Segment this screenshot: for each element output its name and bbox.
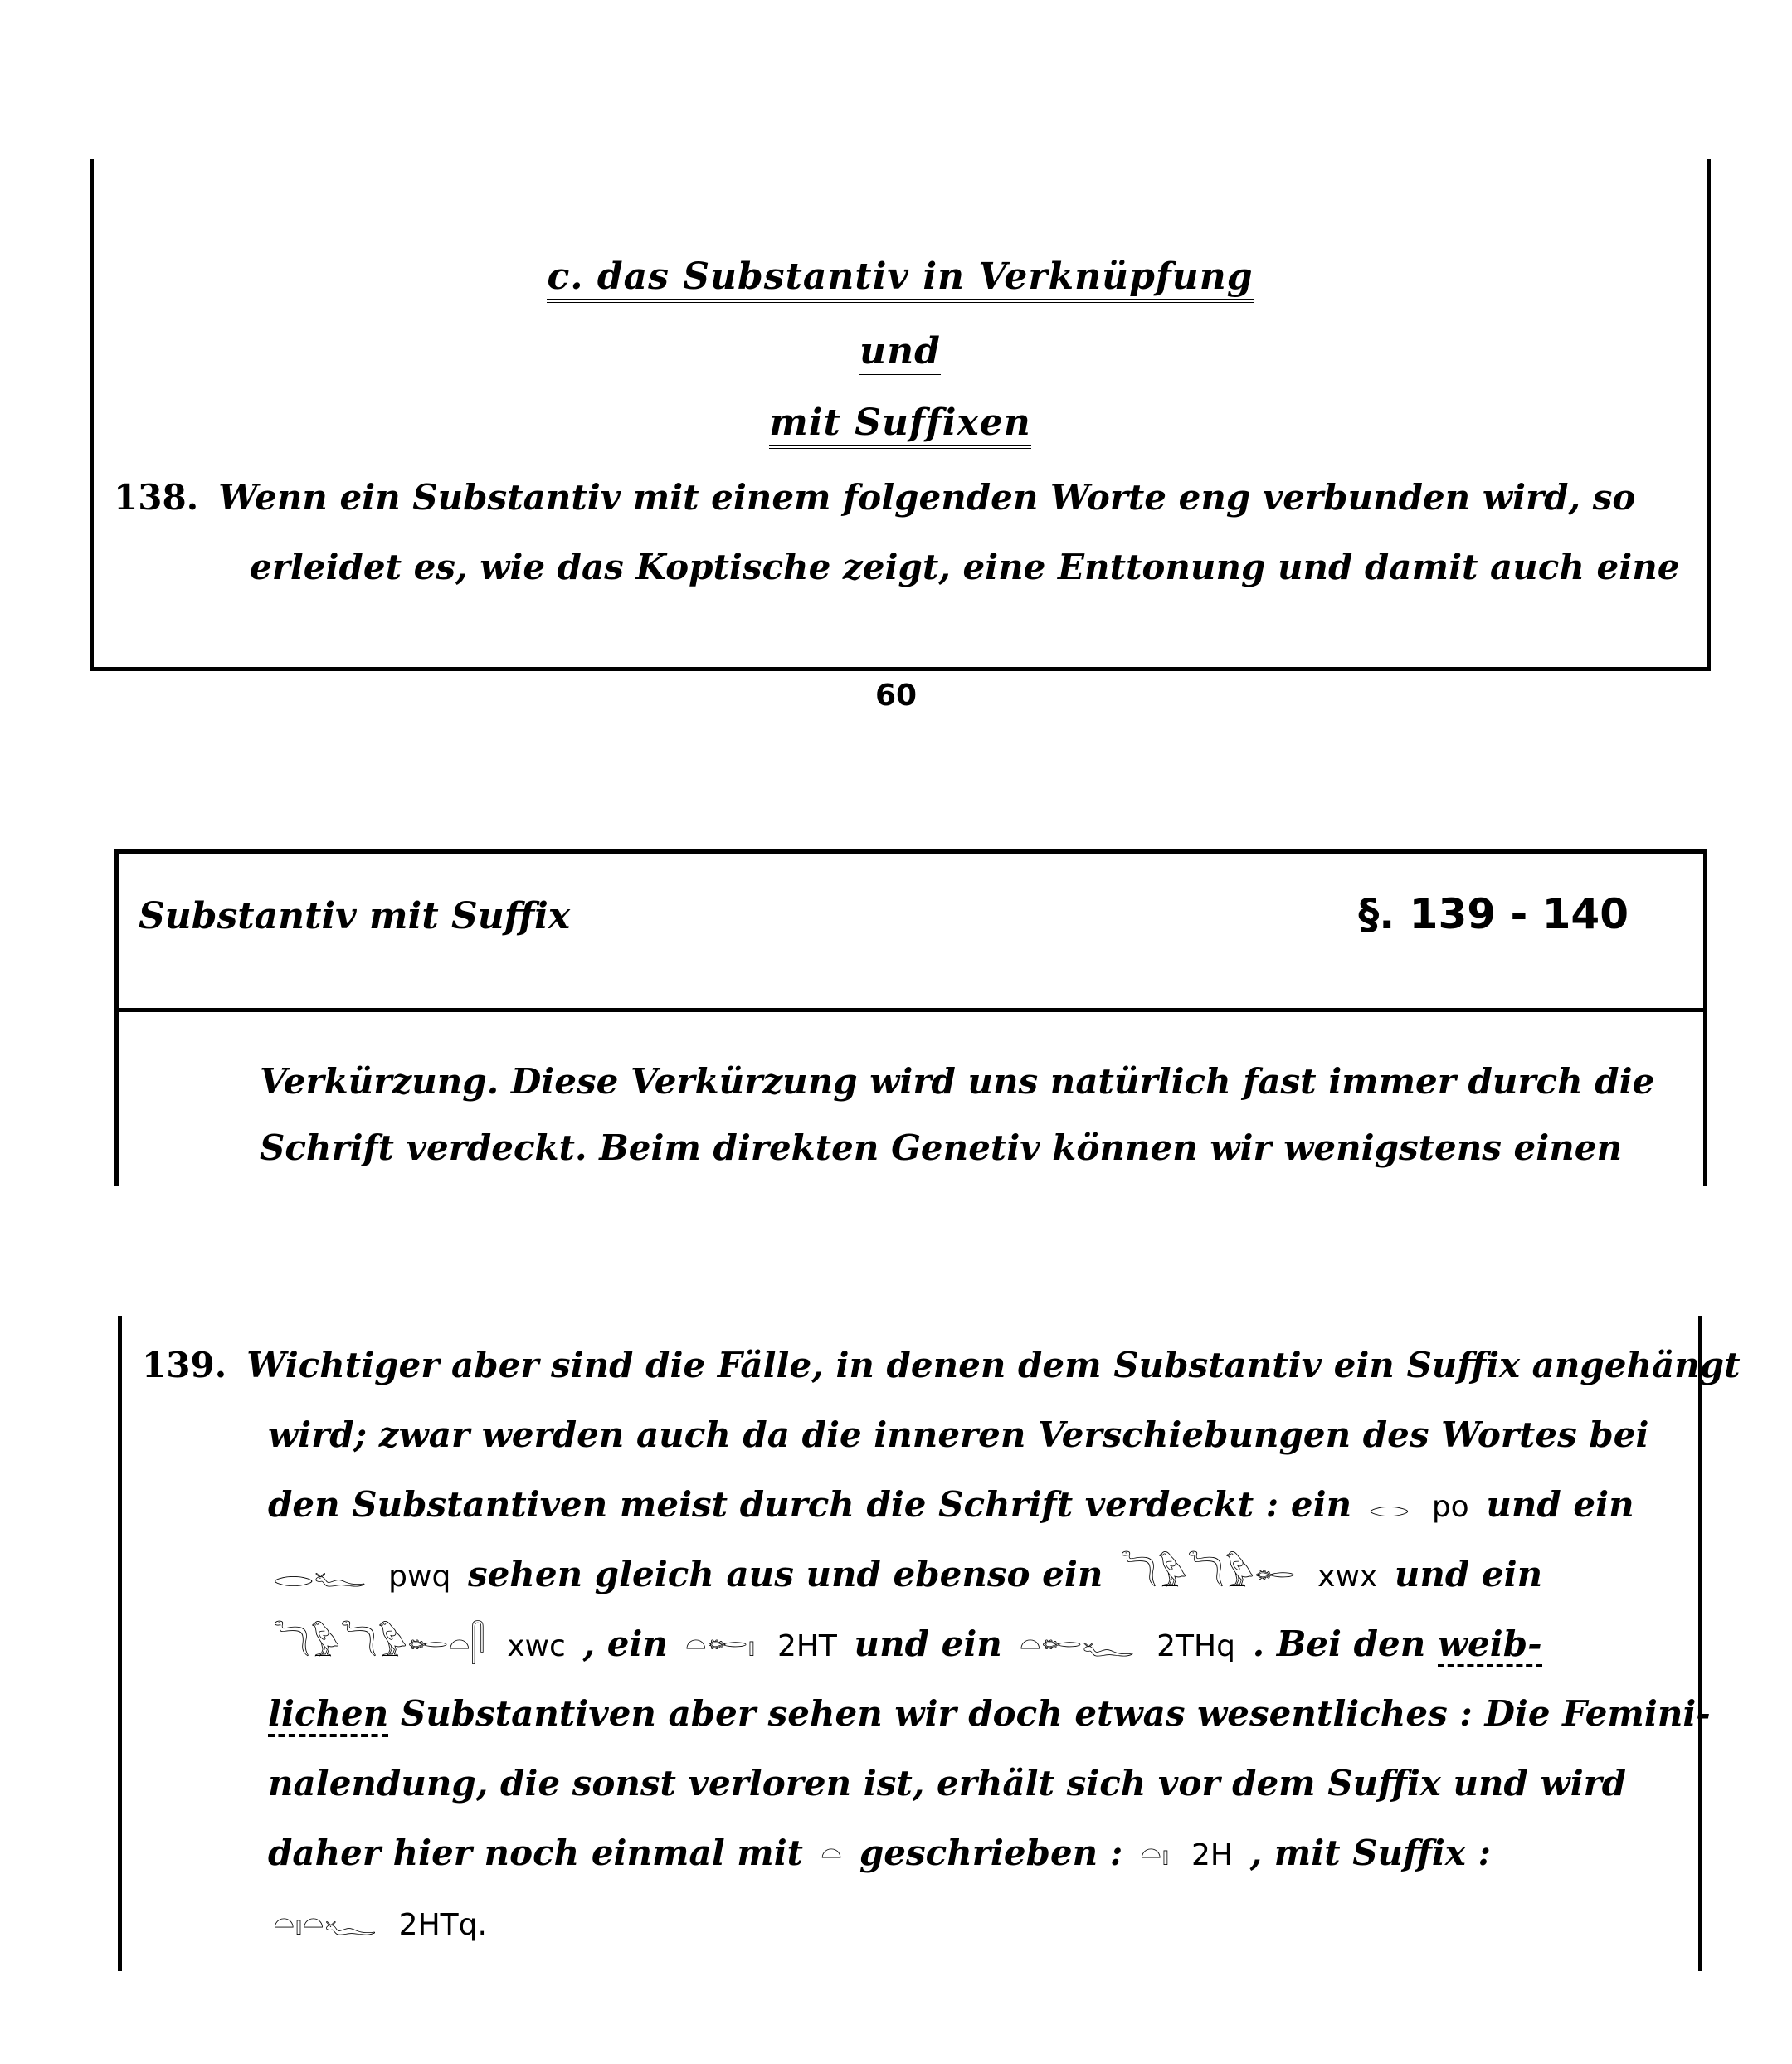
hieroglyph-ro: 𓂋: [1368, 1484, 1410, 1525]
page-number: 60: [874, 679, 918, 713]
coptic-ro: po: [1431, 1490, 1469, 1524]
para138-line2: erleidet es, wie das Koptische zeigt, eine Enttonung und damit auch eine: [250, 547, 1680, 587]
continuation-line2: Schrift verdeckt. Beim direkten Genetiv können wir wenigstens einen: [260, 1127, 1622, 1168]
header-section-range: §. 139 - 140: [1358, 890, 1629, 938]
continuation-line1: Verkürzung. Diese Verkürzung wird uns natürlich fast immer durch die: [260, 1061, 1655, 1102]
coptic-djodj: xwx: [1317, 1560, 1378, 1594]
para-number: 139.: [142, 1345, 227, 1385]
hieroglyph-het: 𓏏𓄡𓏤: [684, 1623, 756, 1664]
para-number: 138.: [114, 477, 199, 518]
coptic-rof: pwq: [388, 1560, 451, 1594]
section-title-line3: mit Suffixen: [94, 402, 1707, 444]
para139-line8: daher hier noch einmal mit 𓏏 geschrieben : 𓏏𓏤 2H , mit Suffix :: [268, 1818, 1491, 1891]
hieroglyph-htf: 𓏏𓏤𓏏𓆑: [273, 1902, 377, 1943]
section-title-line1: c. das Substantiv in Verknüpfung: [94, 256, 1707, 298]
hieroglyph-rof: 𓂋𓆑: [273, 1554, 367, 1594]
section-box-138: [90, 159, 1711, 671]
para139-line9: [268, 1888, 492, 1960]
para139-line3: den Substantiven meist durch die Schrift verdeckt : ein 𓂋 po und ein: [268, 1470, 1634, 1542]
hieroglyph-h: 𓏏𓏤: [1139, 1833, 1170, 1873]
para139-line7: nalendung, die sonst verloren ist, erhält sich vor dem Suffix und wird: [268, 1763, 1627, 1804]
para139-line4: 𓂋𓆑 pwq sehen gleich aus und ebenso ein 𓆓𓅱𓆓𓅱𓄡 xwx und ein: [268, 1540, 1542, 1612]
coptic-djos: xwc: [507, 1629, 566, 1663]
hieroglyph-djodj: 𓆓𓅱𓆓𓅱𓄡: [1120, 1554, 1296, 1594]
coptic-h: 2H: [1191, 1838, 1233, 1872]
header-title: Substantiv mit Suffix: [139, 895, 571, 937]
hieroglyph-djos: 𓆓𓅱𓆓𓅱𓄡𓏏𓋴: [273, 1623, 485, 1664]
coptic-hetf: 2THq: [1157, 1629, 1235, 1663]
section-title-line2: und: [94, 330, 1707, 372]
running-header: [114, 849, 1707, 1012]
para138-line1: 138. Wenn ein Substantiv mit einem folgenden Worte eng verbunden wird, so: [114, 477, 1636, 518]
section-box-139: [118, 1316, 1741, 1971]
continuation-box: [114, 1004, 1707, 1186]
hieroglyph-t: 𓏏: [820, 1833, 843, 1873]
para139-line1: 139. Wichtiger aber sind die Fälle, in denen dem Substantiv ein Suffix angehängt: [142, 1345, 1741, 1385]
hieroglyph-hetf: 𓏏𓄡𓆑: [1019, 1623, 1135, 1664]
para139-line2: wird; zwar werden auch da die inneren Verschiebungen des Wortes bei: [268, 1414, 1649, 1455]
coptic-het: 2HT: [777, 1629, 837, 1663]
coptic-htf: 2HTq.: [398, 1908, 487, 1942]
para139-line6: lichen Substantiven aber sehen wir doch etwas wesentliches : Die Femini-: [268, 1679, 1711, 1749]
para139-line5: 𓆓𓅱𓆓𓅱𓄡𓏏𓋴 xwc , ein 𓏏𓄡𓏤 2HT und ein 𓏏𓄡𓆑 2THq . Bei den weib-: [268, 1609, 1542, 1682]
